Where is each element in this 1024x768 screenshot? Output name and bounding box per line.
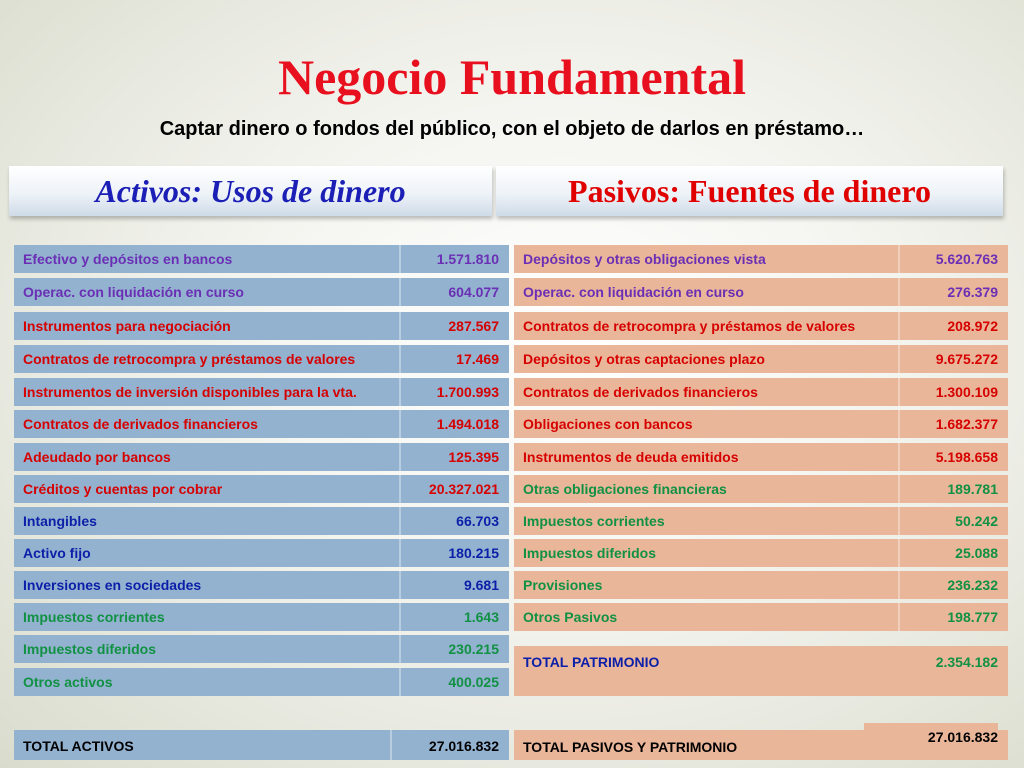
row-value: 230.215 xyxy=(399,635,509,663)
pasivos-row xyxy=(514,539,1008,567)
row-label: Otros activos xyxy=(23,674,113,690)
row-value: 125.395 xyxy=(399,443,509,471)
page-title: Negocio Fundamental xyxy=(277,49,747,105)
row-label: Operac. con liquidación en curso xyxy=(23,284,244,300)
row-value: 180.215 xyxy=(399,539,509,567)
row-value: 9.675.272 xyxy=(898,345,1008,373)
pasivos-row xyxy=(514,378,1008,406)
total-activos-label: TOTAL ACTIVOS xyxy=(23,738,134,754)
total-activos-box xyxy=(14,730,509,760)
row-label: Instrumentos de deuda emitidos xyxy=(523,449,739,465)
row-label: Impuestos diferidos xyxy=(523,545,657,561)
total-patrimonio-value: 2.354.182 xyxy=(935,654,998,670)
row-label: Inversiones en sociedades xyxy=(23,577,202,593)
row-label: Depósitos y otras captaciones plazo xyxy=(523,351,765,367)
row-value: 1.494.018 xyxy=(399,410,509,438)
row-value: 208.972 xyxy=(898,312,1008,340)
row-label: Obligaciones con bancos xyxy=(523,416,693,432)
row-label: Impuestos corrientes xyxy=(23,609,165,625)
pasivos-row xyxy=(514,278,1008,306)
row-label: Impuestos diferidos xyxy=(23,641,157,657)
row-label: Adeudado por bancos xyxy=(23,449,171,465)
total-pasivos-box xyxy=(514,730,1008,760)
row-label: Operac. con liquidación en curso xyxy=(523,284,744,300)
row-label: Impuestos corrientes xyxy=(523,513,665,529)
row-value: 236.232 xyxy=(898,571,1008,599)
row-value: 198.777 xyxy=(898,603,1008,631)
row-label: Contratos de derivados financieros xyxy=(23,416,258,432)
row-label: Intangibles xyxy=(23,513,97,529)
row-value: 5.198.658 xyxy=(898,443,1008,471)
pasivos-row xyxy=(514,345,1008,373)
row-label: Efectivo y depósitos en bancos xyxy=(23,251,233,267)
row-label: Otras obligaciones financieras xyxy=(523,481,727,497)
row-value: 276.379 xyxy=(898,278,1008,306)
activos-row xyxy=(14,635,509,663)
total-pasivos-label: TOTAL PASIVOS Y PATRIMONIO xyxy=(523,739,738,755)
activos-row xyxy=(14,571,509,599)
row-value: 400.025 xyxy=(399,668,509,696)
row-value: 25.088 xyxy=(898,539,1008,567)
activos-row xyxy=(14,278,509,306)
row-label: Activo fijo xyxy=(23,545,91,561)
row-label: Contratos de retrocompra y préstamos de valores xyxy=(523,318,856,334)
row-value: 20.327.021 xyxy=(399,475,509,503)
activos-row xyxy=(14,245,509,273)
row-value: 9.681 xyxy=(399,571,509,599)
row-value: 1.682.377 xyxy=(898,410,1008,438)
activos-row xyxy=(14,378,509,406)
row-value: 1.300.109 xyxy=(898,378,1008,406)
pasivos-row xyxy=(514,475,1008,503)
row-label: Contratos de derivados financieros xyxy=(523,384,758,400)
row-value: 17.469 xyxy=(399,345,509,373)
activos-row xyxy=(14,345,509,373)
pasivos-row xyxy=(514,245,1008,273)
activos-row xyxy=(14,507,509,535)
pasivos-row xyxy=(514,507,1008,535)
activos-row xyxy=(14,603,509,631)
total-activos-value: 27.016.832 xyxy=(428,738,499,754)
activos-row xyxy=(14,443,509,471)
column-divider xyxy=(390,730,392,760)
row-value: 604.077 xyxy=(399,278,509,306)
row-value: 1.643 xyxy=(399,603,509,631)
pasivos-row xyxy=(514,603,1008,631)
activos-row xyxy=(14,475,509,503)
pasivos-header: Pasivos: Fuentes de dinero xyxy=(496,166,1003,216)
total-patrimonio-label: TOTAL PATRIMONIO xyxy=(523,654,660,670)
activos-row xyxy=(14,668,509,696)
row-value: 5.620.763 xyxy=(898,245,1008,273)
row-value: 66.703 xyxy=(399,507,509,535)
activos-row xyxy=(14,410,509,438)
pasivos-row xyxy=(514,571,1008,599)
row-label: Instrumentos de inversión disponibles para la vta. xyxy=(23,384,357,400)
row-label: Depósitos y otras obligaciones vista xyxy=(523,251,766,267)
total-patrimonio-box xyxy=(514,646,1008,696)
row-label: Provisiones xyxy=(523,577,603,593)
row-label: Créditos y cuentas por cobrar xyxy=(23,481,223,497)
row-value: 287.567 xyxy=(399,312,509,340)
page-subtitle: Captar dinero o fondos del público, con el objeto de darlos en préstamo… xyxy=(159,118,865,140)
row-label: Contratos de retrocompra y préstamos de valores xyxy=(23,351,356,367)
pasivos-row xyxy=(514,443,1008,471)
activos-row xyxy=(14,539,509,567)
pasivos-row xyxy=(514,312,1008,340)
activos-row xyxy=(14,312,509,340)
row-label: Otros Pasivos xyxy=(523,609,618,625)
pasivos-row xyxy=(514,410,1008,438)
row-value: 1.700.993 xyxy=(399,378,509,406)
row-label: Instrumentos para negociación xyxy=(23,318,231,334)
row-value: 1.571.810 xyxy=(399,245,509,273)
total-pasivos-value: 27.016.832 xyxy=(864,723,998,750)
row-value: 189.781 xyxy=(898,475,1008,503)
activos-header: Activos: Usos de dinero xyxy=(9,166,492,216)
row-value: 50.242 xyxy=(898,507,1008,535)
